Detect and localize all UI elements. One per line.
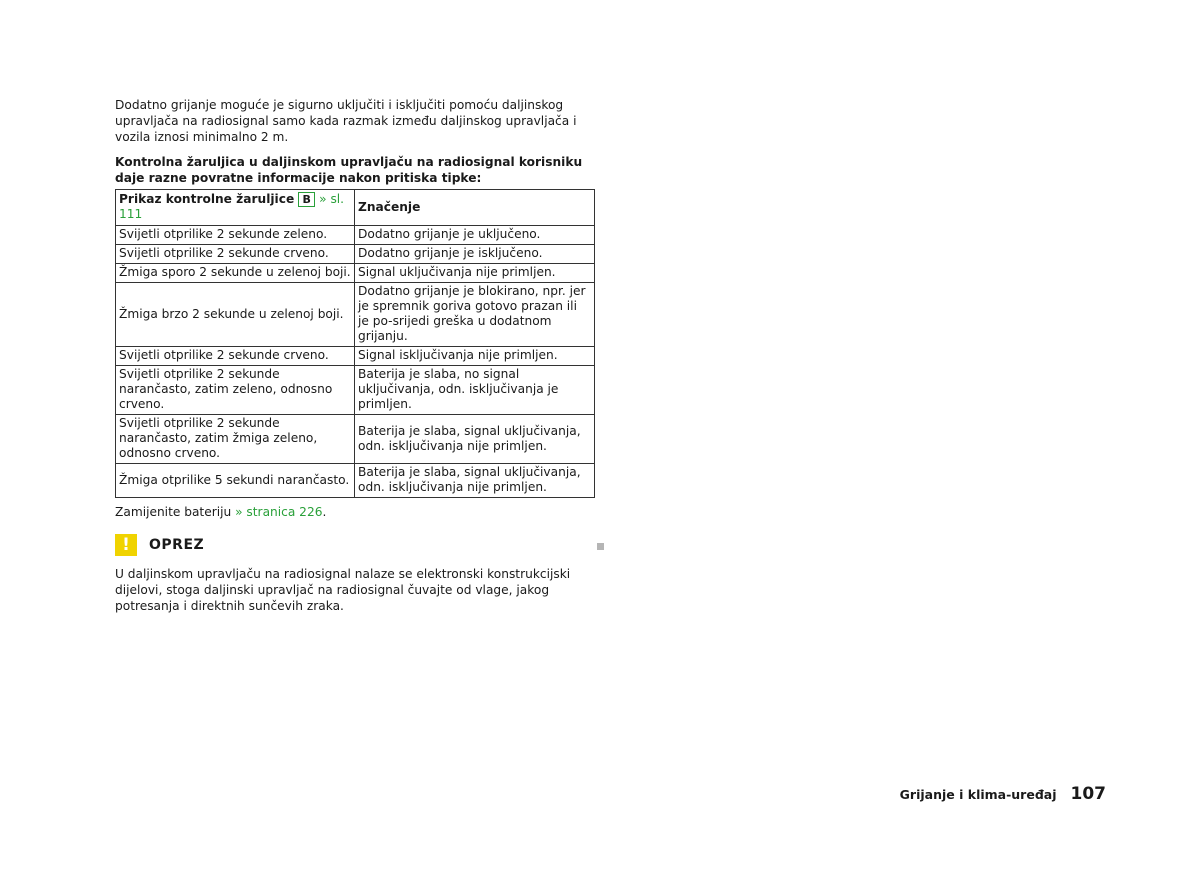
row-meaning: Dodatno grijanje je blokirano, npr. jer je spremnik goriva gotovo prazan ili je po-srijedi greška u dodatnom grijanju. xyxy=(355,283,595,347)
row-display: Svijetli otprilike 2 sekunde narančasto, zatim zeleno, odnosno crveno. xyxy=(116,366,355,415)
row-meaning: Baterija je slaba, signal uključivanja, odn. isključivanja nije primljen. xyxy=(355,415,595,464)
table-row xyxy=(116,226,595,245)
replace-battery-text: Zamijenite bateriju xyxy=(115,505,232,519)
caution-header xyxy=(115,534,595,556)
row-display: Svijetli otprilike 2 sekunde zeleno. xyxy=(116,226,355,245)
header-display xyxy=(116,190,355,226)
caution-title: OPREZ xyxy=(149,537,205,553)
table-header-row xyxy=(116,190,595,226)
header-meaning: Značenje xyxy=(355,190,595,226)
row-display: Žmiga otprilike 5 sekundi narančasto. xyxy=(116,464,355,498)
table-row xyxy=(116,366,595,415)
page-reference-link[interactable]: » stranica 226 xyxy=(235,505,323,519)
figure-reference-link[interactable]: » sl. 111 xyxy=(119,192,345,221)
table-row xyxy=(116,283,595,347)
row-meaning: Baterija je slaba, no signal uključivanja, odn. isključivanja je primljen. xyxy=(355,366,595,415)
caution-text: U daljinskom upravljaču na radiosignal nalaze se elektronski konstrukcijski dijelovi, stoga daljinski upravljač na radiosignal čuvajte od vlage, jakog potresanja i direktnih sunčevih zraka. xyxy=(115,567,571,613)
indicator-table xyxy=(115,189,595,498)
row-meaning: Dodatno grijanje je isključeno. xyxy=(355,245,595,264)
row-display: Svijetli otprilike 2 sekunde narančasto, zatim žmiga zeleno, odnosno crveno. xyxy=(116,415,355,464)
page-number: 107 xyxy=(1070,784,1106,804)
content-column xyxy=(115,97,595,614)
replace-battery-period: . xyxy=(322,505,327,519)
page-footer xyxy=(900,784,1106,804)
intro-paragraph: Dodatno grijanje moguće je sigurno uključiti i isključiti pomoću daljinskog upravljača na radiosignal samo kada razmak između daljinskog upravljača i vozila iznosi minimalno 2 m. xyxy=(115,98,577,144)
table-row xyxy=(116,245,595,264)
table-row xyxy=(116,347,595,366)
row-meaning: Baterija je slaba, signal uključivanja, odn. isključivanja nije primljen. xyxy=(355,464,595,498)
table-heading: Kontrolna žaruljica u daljinskom upravljaču na radiosignal korisniku daje razne povratne informacije nakon pritiska tipke: xyxy=(115,155,583,185)
table-row xyxy=(116,264,595,283)
row-display: Svijetli otprilike 2 sekunde crveno. xyxy=(116,245,355,264)
header-display-label: Prikaz kontrolne žaruljice xyxy=(119,192,295,206)
footer-section-title: Grijanje i klima-uređaj xyxy=(899,787,1057,802)
table-row xyxy=(116,415,595,464)
row-display: Svijetli otprilike 2 sekunde crveno. xyxy=(116,347,355,366)
row-meaning: Signal uključivanja nije primljen. xyxy=(355,264,595,283)
replace-battery-note xyxy=(115,504,595,520)
section-end-marker xyxy=(597,543,604,550)
table-row xyxy=(116,464,595,498)
row-display: Žmiga sporo 2 sekunde u zelenoj boji. xyxy=(116,264,355,283)
row-meaning: Dodatno grijanje je uključeno. xyxy=(355,226,595,245)
warning-icon: ! xyxy=(115,534,137,556)
row-meaning: Signal isključivanja nije primljen. xyxy=(355,347,595,366)
row-display: Žmiga brzo 2 sekunde u zelenoj boji. xyxy=(116,283,355,347)
key-b-badge: B xyxy=(298,192,314,207)
